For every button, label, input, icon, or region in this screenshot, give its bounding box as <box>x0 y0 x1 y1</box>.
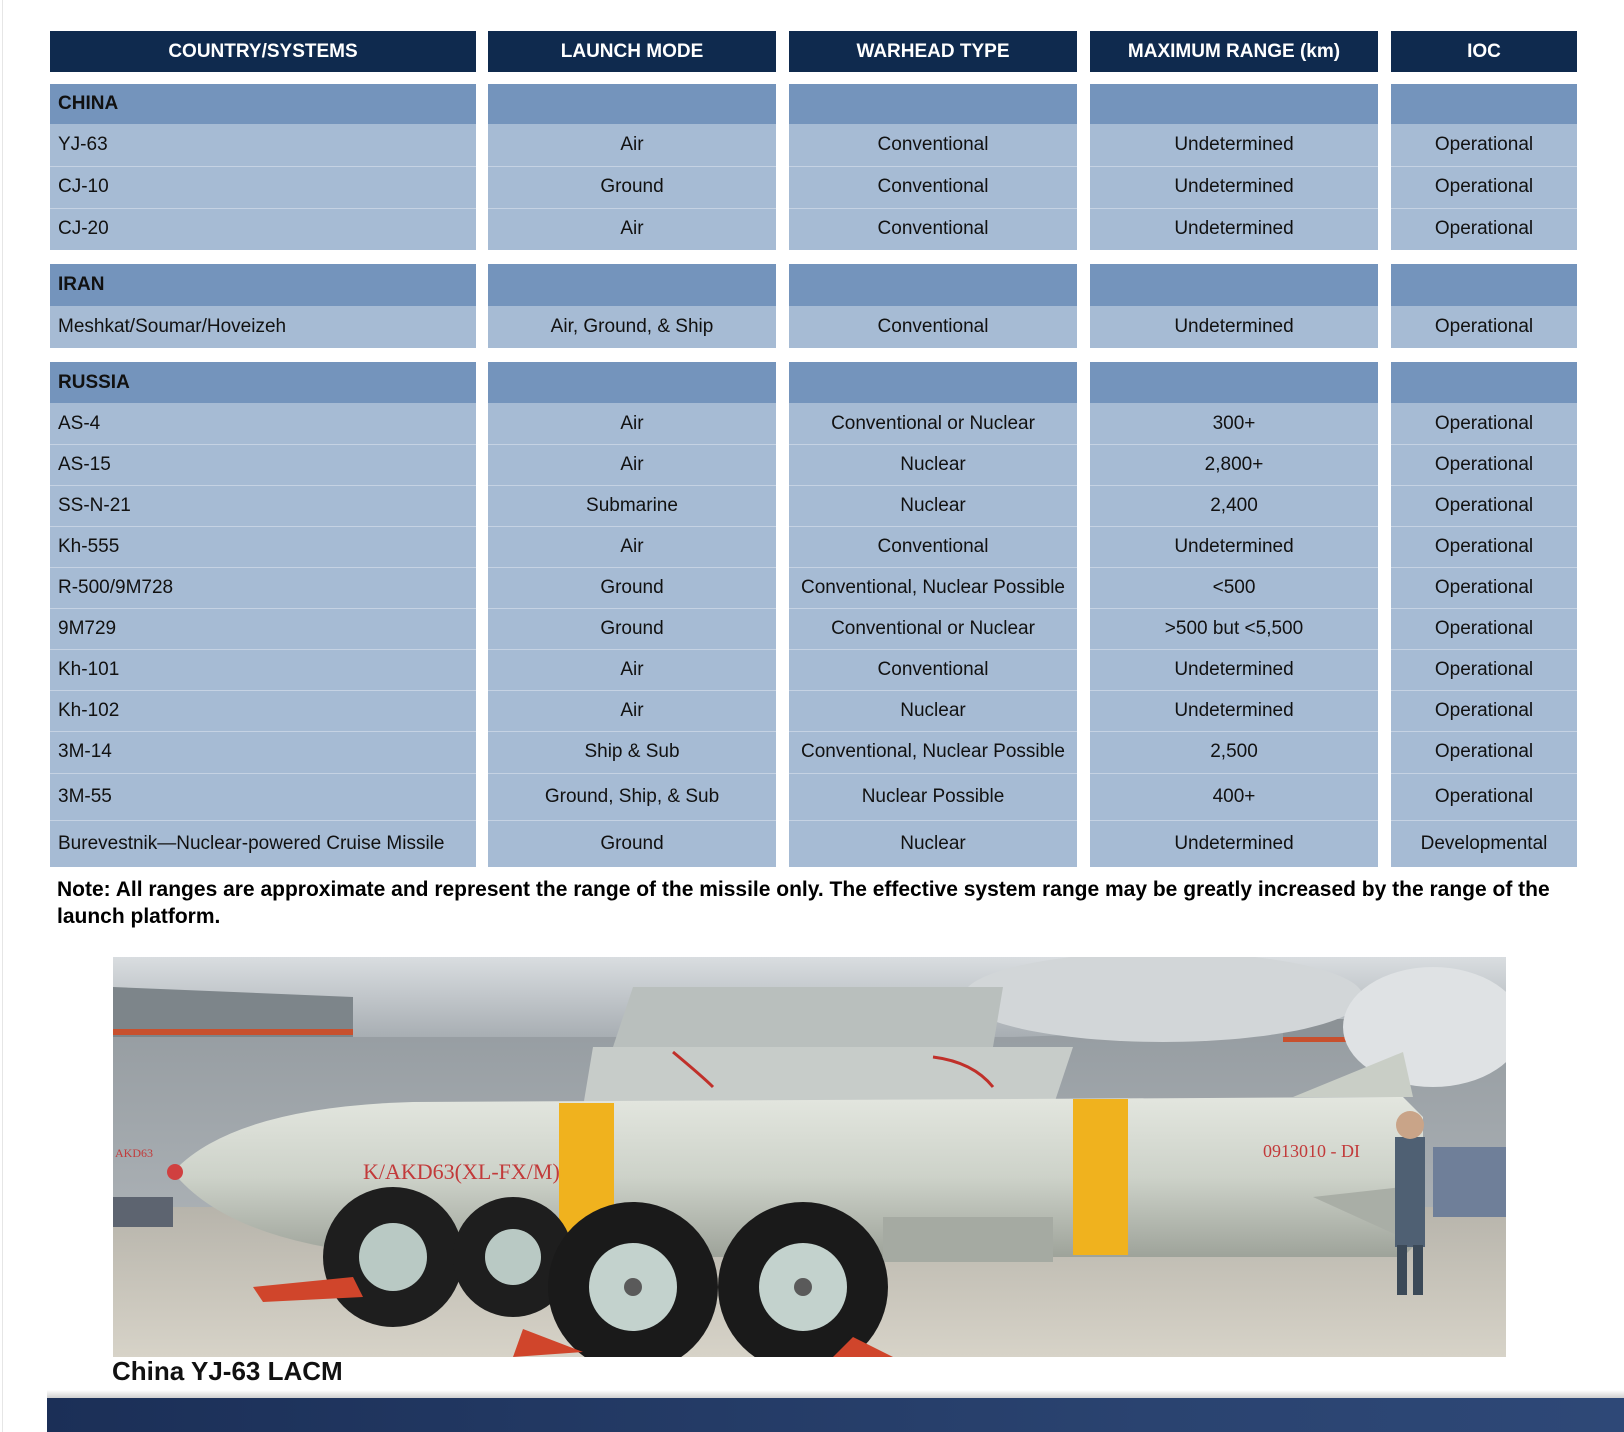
row-divider <box>50 208 1577 209</box>
row-divider <box>50 773 1577 774</box>
cell-max-range: <500 <box>1090 567 1378 608</box>
cell-ioc: Operational <box>1391 208 1577 250</box>
row-divider <box>50 526 1577 527</box>
cell-warhead-type: Conventional or Nuclear <box>789 608 1077 649</box>
row-divider <box>50 567 1577 568</box>
missile-photo <box>113 957 1506 1357</box>
cell-ioc: Operational <box>1391 403 1577 444</box>
cell-launch-mode: Submarine <box>488 485 776 526</box>
cell-max-range: 400+ <box>1090 773 1378 820</box>
missile-marking-edge: AKD63 <box>115 1146 153 1160</box>
row-divider <box>50 485 1577 486</box>
cell-max-range: Undetermined <box>1090 166 1378 208</box>
cell-launch-mode: Air <box>488 208 776 250</box>
section-filler <box>1391 362 1577 403</box>
cell-system: Burevestnik—Nuclear-powered Cruise Missile <box>50 820 476 867</box>
cell-launch-mode: Ground <box>488 166 776 208</box>
cell-ioc: Operational <box>1391 306 1577 348</box>
cell-launch-mode: Ground, Ship, & Sub <box>488 773 776 820</box>
cell-max-range: Undetermined <box>1090 124 1378 166</box>
section-russia <box>50 362 1577 867</box>
header-maximum-range: MAXIMUM RANGE (km) <box>1090 31 1378 72</box>
row-divider <box>50 444 1577 445</box>
cell-system: YJ-63 <box>50 124 476 166</box>
row-divider <box>50 608 1577 609</box>
cell-warhead-type: Conventional <box>789 526 1077 567</box>
page-edge <box>2 0 3 1432</box>
cell-ioc: Operational <box>1391 124 1577 166</box>
cell-warhead-type: Nuclear <box>789 820 1077 867</box>
cell-launch-mode: Ground <box>488 567 776 608</box>
cell-ioc: Operational <box>1391 166 1577 208</box>
row-divider <box>50 649 1577 650</box>
section-filler <box>1090 362 1378 403</box>
cell-system: 3M-55 <box>50 773 476 820</box>
cell-system: Kh-102 <box>50 690 476 731</box>
cell-warhead-type: Conventional or Nuclear <box>789 403 1077 444</box>
cell-max-range: Undetermined <box>1090 690 1378 731</box>
cell-launch-mode: Air <box>488 649 776 690</box>
cell-launch-mode: Ship & Sub <box>488 731 776 773</box>
cell-launch-mode: Air <box>488 444 776 485</box>
section-filler <box>1090 84 1378 124</box>
cell-max-range: Undetermined <box>1090 820 1378 867</box>
cell-max-range: >500 but <5,500 <box>1090 608 1378 649</box>
row-divider <box>50 731 1577 732</box>
section-filler <box>1391 264 1577 306</box>
cell-system: AS-15 <box>50 444 476 485</box>
row-divider <box>50 820 1577 821</box>
section-label-china: CHINA <box>50 84 476 124</box>
cell-warhead-type: Nuclear <box>789 485 1077 526</box>
cell-ioc: Operational <box>1391 690 1577 731</box>
missile-marking-left: K/AKD63(XL-FX/M) <box>363 1159 560 1184</box>
cell-launch-mode: Air <box>488 526 776 567</box>
cell-max-range: 300+ <box>1090 403 1378 444</box>
cell-ioc: Operational <box>1391 485 1577 526</box>
cell-launch-mode: Air, Ground, & Ship <box>488 306 776 348</box>
cell-ioc: Operational <box>1391 649 1577 690</box>
row-divider <box>50 166 1577 167</box>
footer-bar <box>47 1398 1624 1432</box>
cell-system: CJ-10 <box>50 166 476 208</box>
cell-max-range: Undetermined <box>1090 208 1378 250</box>
section-iran <box>50 264 1577 348</box>
section-filler <box>1090 264 1378 306</box>
cell-launch-mode: Ground <box>488 820 776 867</box>
cell-ioc: Operational <box>1391 731 1577 773</box>
header-country-systems: COUNTRY/SYSTEMS <box>50 31 476 72</box>
table-header <box>50 31 1577 72</box>
cell-system: 9M729 <box>50 608 476 649</box>
cell-warhead-type: Conventional <box>789 166 1077 208</box>
footer-shadow <box>47 1390 1624 1398</box>
header-warhead-type: WARHEAD TYPE <box>789 31 1077 72</box>
section-filler <box>1391 84 1577 124</box>
cell-warhead-type: Nuclear <box>789 444 1077 485</box>
cell-max-range: Undetermined <box>1090 526 1378 567</box>
section-filler <box>789 264 1077 306</box>
cell-system: Meshkat/Soumar/Hoveizeh <box>50 306 476 348</box>
cell-launch-mode: Air <box>488 124 776 166</box>
cell-ioc: Operational <box>1391 444 1577 485</box>
cell-ioc: Operational <box>1391 567 1577 608</box>
cell-system: Kh-101 <box>50 649 476 690</box>
row-divider <box>50 690 1577 691</box>
section-filler <box>488 362 776 403</box>
cell-system: CJ-20 <box>50 208 476 250</box>
cell-max-range: Undetermined <box>1090 306 1378 348</box>
cell-warhead-type: Nuclear <box>789 690 1077 731</box>
missile-marking-right: 0913010 - DI <box>1263 1141 1360 1161</box>
section-label-russia: RUSSIA <box>50 362 476 403</box>
cell-system: Kh-555 <box>50 526 476 567</box>
section-label-iran: IRAN <box>50 264 476 306</box>
table-note: Note: All ranges are approximate and represent the range of the missile only. The effective system range may be greatly increased by the range of the launch platform. <box>57 878 1550 928</box>
cell-max-range: 2,500 <box>1090 731 1378 773</box>
section-filler <box>789 362 1077 403</box>
cell-warhead-type: Nuclear Possible <box>789 773 1077 820</box>
section-china <box>50 84 1577 250</box>
cell-max-range: 2,400 <box>1090 485 1378 526</box>
cell-ioc: Operational <box>1391 608 1577 649</box>
cell-launch-mode: Air <box>488 690 776 731</box>
section-filler <box>488 84 776 124</box>
cell-system: SS-N-21 <box>50 485 476 526</box>
cell-system: R-500/9M728 <box>50 567 476 608</box>
cell-max-range: 2,800+ <box>1090 444 1378 485</box>
cell-launch-mode: Ground <box>488 608 776 649</box>
cell-warhead-type: Conventional, Nuclear Possible <box>789 567 1077 608</box>
photo-caption: China YJ-63 LACM <box>112 1356 343 1386</box>
cell-ioc: Operational <box>1391 526 1577 567</box>
header-launch-mode: LAUNCH MODE <box>488 31 776 72</box>
cell-system: AS-4 <box>50 403 476 444</box>
cell-ioc: Developmental <box>1391 820 1577 867</box>
cell-warhead-type: Conventional, Nuclear Possible <box>789 731 1077 773</box>
section-filler <box>789 84 1077 124</box>
section-filler <box>488 264 776 306</box>
cell-warhead-type: Conventional <box>789 208 1077 250</box>
cell-warhead-type: Conventional <box>789 649 1077 690</box>
cell-warhead-type: Conventional <box>789 306 1077 348</box>
cell-launch-mode: Air <box>488 403 776 444</box>
cell-max-range: Undetermined <box>1090 649 1378 690</box>
cell-ioc: Operational <box>1391 773 1577 820</box>
cell-warhead-type: Conventional <box>789 124 1077 166</box>
header-ioc: IOC <box>1391 31 1577 72</box>
cell-system: 3M-14 <box>50 731 476 773</box>
